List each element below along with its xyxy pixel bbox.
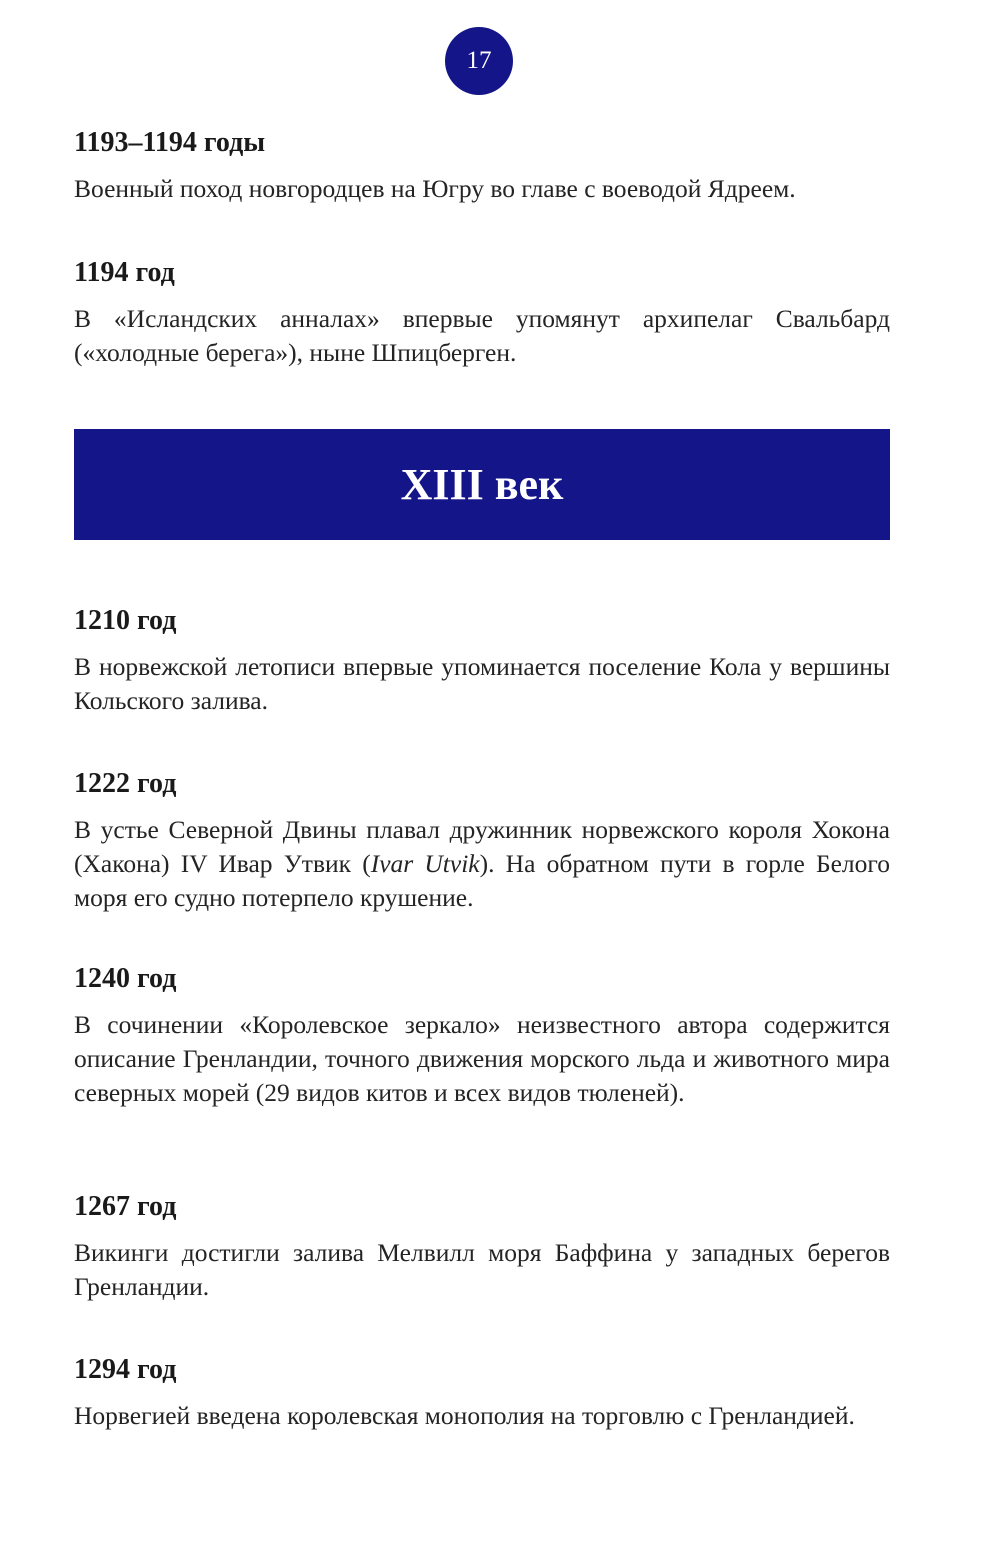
chronology-entry: [74, 1190, 890, 1304]
entry-text-part: ). На обратном пути в горле Белого моря его судно потерпело крушение.: [74, 849, 890, 912]
century-banner: [74, 429, 890, 540]
page-number-badge: [445, 27, 513, 95]
entry-text: В сочинении «Королевское зеркало» неизвестного автора содержится описание Гренландии, точного движения морского льда и животного мира северных морей (29 видов китов и всех видов тюленей).: [74, 1010, 890, 1107]
entry-text: Норвегией введена королевская монополия на торговлю с Гренландией.: [74, 1401, 855, 1430]
entry-text: В «Исландских анналах» впервые упомянут архипелаг Свальбард («холодные берега»), ныне Шпицберген.: [74, 304, 890, 367]
entry-text-part: В устье Северной Двины плавал дружинник норвежского короля Хокона (Хакона) IV Ивар Утвик (: [74, 815, 890, 878]
entry-text-italic: Ivar Utvik: [370, 849, 480, 878]
entry-year: 1210 год: [74, 605, 177, 636]
chronology-entry: [74, 962, 890, 1110]
chronology-entry: [74, 767, 890, 915]
entry-text: Викинги достигли залива Мелвилл моря Баффина у западных берегов Гренландии.: [74, 1238, 890, 1301]
entry-year: 1267 год: [74, 1191, 177, 1222]
entry-text: В норвежской летописи впервые упоминается поселение Кола у вершины Кольского залива.: [74, 652, 890, 715]
entry-year: 1194 год: [74, 257, 175, 288]
chronology-entry: [74, 256, 890, 370]
chronology-entry: [74, 604, 890, 718]
page-number: 17: [466, 47, 492, 74]
entry-year: 1240 год: [74, 963, 177, 994]
entry-year: 1222 год: [74, 768, 177, 799]
entry-year: 1294 год: [74, 1354, 177, 1385]
entry-text: [74, 813, 890, 915]
chronology-entry: [74, 126, 890, 206]
chronology-entry: [74, 1353, 890, 1433]
century-title: XIII век: [400, 460, 564, 509]
entry-text: Военный поход новгородцев на Югру во главе с воеводой Ядреем.: [74, 174, 796, 203]
entry-year: 1193–1194 годы: [74, 127, 266, 158]
